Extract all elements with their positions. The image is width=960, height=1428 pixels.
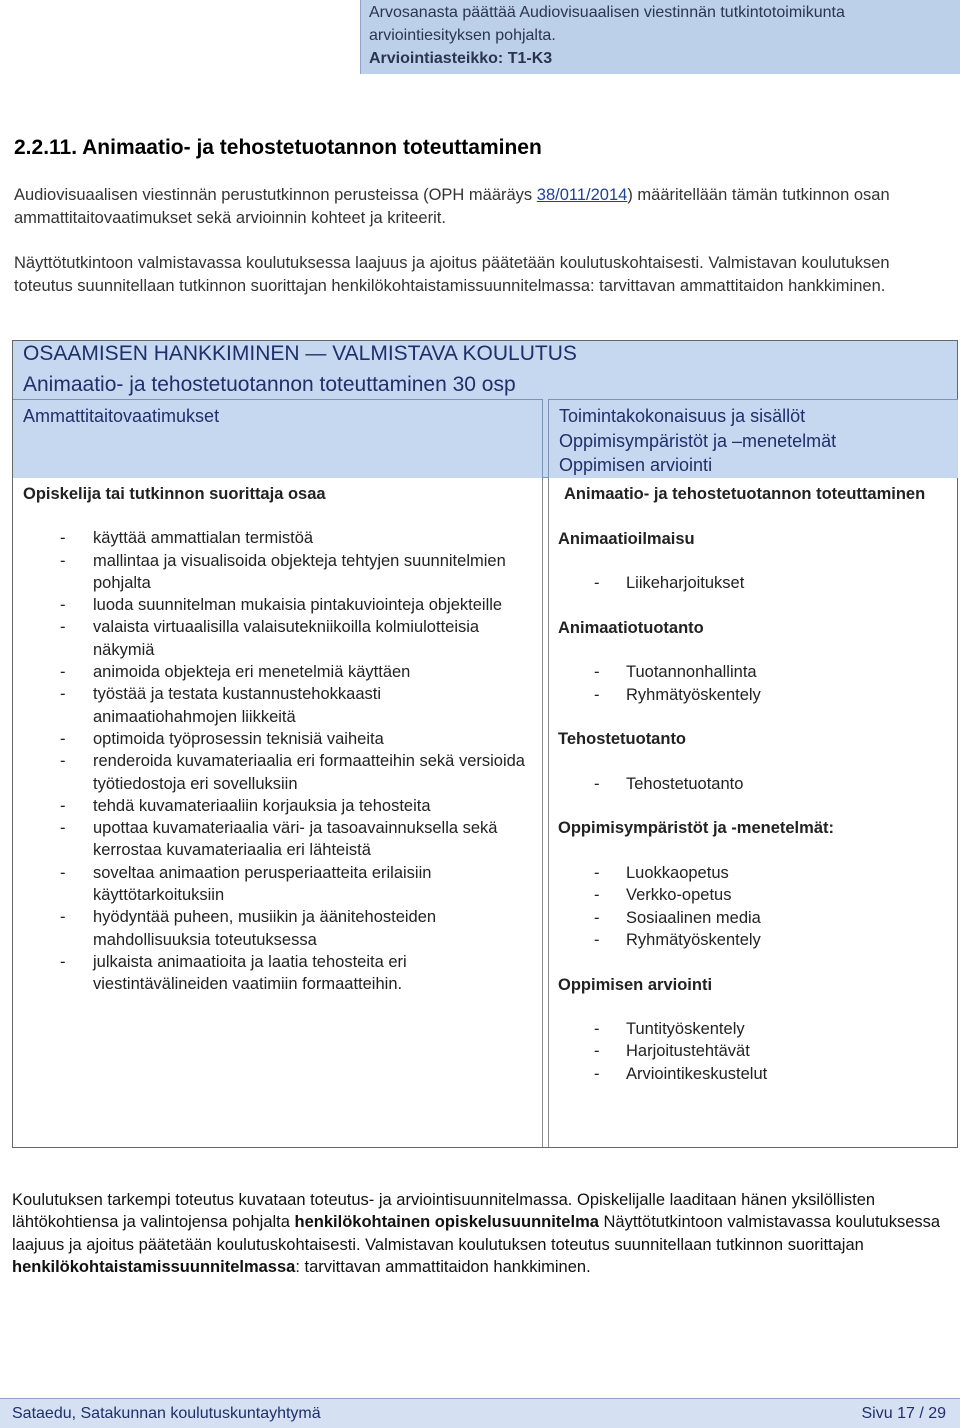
bold-term-1: henkilökohtainen opiskelusuunnitelma — [294, 1213, 599, 1232]
list-item: - tehdä kuvamateriaaliin korjauksia ja tehosteita — [23, 795, 538, 817]
section-list — [558, 773, 948, 795]
list-item: - Ryhmätyöskentely — [558, 684, 948, 706]
list-item: - työstää ja testata kustannustehokkaasti animaatiohahmojen liikkeitä — [23, 683, 538, 728]
skills-title: Opiskelija tai tutkinnon suorittaja osaa — [23, 485, 326, 503]
list-item: - käyttää ammattialan termistöä — [23, 527, 538, 549]
list-item: - Harjoitustehtävät — [558, 1040, 948, 1062]
section-heading: Animaatiotuotanto — [558, 618, 704, 637]
bold-term-2: henkilökohtaistamissuunnitelmassa — [12, 1257, 296, 1276]
list-item: - Sosiaalinen media — [558, 907, 948, 929]
section-heading: Oppimisympäristöt ja -menetelmät: — [558, 819, 834, 838]
content-title: Animaatio- ja tehostetuotannon toteuttaminen — [564, 485, 926, 503]
intro-paragraph-1: Audiovisuaalisen viestinnän perustutkinnon perusteissa (OPH määräys 38/011/2014) määritellään tämän tutkinnon osan ammattitaitovaatimukset sekä arvioinnin kohteet ja kriteerit. — [14, 186, 890, 227]
list-item: - valaista virtuaalisilla valaisutekniikoilla kolmiulotteisia näkymiä — [23, 616, 538, 661]
table-title: OSAAMISEN HANKKIMINEN — VALMISTAVA KOULUTUS — [23, 342, 577, 365]
list-item: - renderoida kuvamateriaalia eri formaatteihin sekä versioida työtiedostoja eri sovelluksiin — [23, 750, 538, 795]
list-item: - Ryhmätyöskentely — [558, 929, 948, 951]
list-item: - mallintaa ja visualisoida objekteja tehtyjen suunnitelmien pohjalta — [23, 550, 538, 595]
list-item: - luoda suunnitelman mukaisia pintakuviointeja objekteille — [23, 594, 538, 616]
page-footer — [0, 1398, 960, 1428]
curriculum-table — [12, 340, 958, 1148]
list-item: - animoida objekteja eri menetelmiä käyttäen — [23, 661, 538, 683]
section-list — [558, 661, 948, 706]
right-column-header: Toimintakokonaisuus ja sisällöt Oppimisympäristöt ja –menetelmät Oppimisen arviointi — [548, 399, 958, 478]
list-item: - soveltaa animaation perusperiaatteita erilaisiin käyttötarkoituksiin — [23, 862, 538, 907]
page-number: Sivu 17 / 29 — [861, 1405, 946, 1422]
list-item: - Tehostetuotanto — [558, 773, 948, 795]
list-item: - Tuotannonhallinta — [558, 661, 948, 683]
column-divider-right — [548, 478, 549, 1147]
table-subtitle: Animaatio- ja tehostetuotannon toteuttaminen 30 osp — [23, 373, 516, 396]
page-header — [360, 0, 960, 74]
skills-list — [23, 527, 538, 995]
list-item: - Arviointikeskustelut — [558, 1063, 948, 1085]
header-line-1: Arvosanasta päättää Audiovisuaalisen viestinnän tutkintotoimikunta — [369, 4, 845, 21]
list-item: - Luokkaopetus — [558, 862, 948, 884]
section-list — [558, 572, 948, 594]
footer-organization: Sataedu, Satakunnan koulutuskuntayhtymä — [12, 1405, 321, 1422]
list-item: - Verkko-opetus — [558, 884, 948, 906]
table-header — [13, 341, 957, 478]
list-item: - Liikeharjoitukset — [558, 572, 948, 594]
skills-column — [23, 483, 538, 996]
list-item: - hyödyntää puheen, musiikin ja äänitehosteiden mahdollisuuksia toteutuksessa — [23, 906, 538, 951]
regulation-link[interactable]: 38/011/2014 — [536, 186, 628, 204]
list-item: - julkaista animaatioita ja laatia tehosteita eri viestintävälineiden vaatimiin formaatteihin. — [23, 951, 538, 996]
intro-paragraph-2: Näyttötutkintoon valmistavassa koulutuksessa laajuus ja ajoitus päätetään koulutuskohtaisesti. Valmistavan koulutuksen toteutus suunnitellaan tutkinnon suorittajan henkilökohtaistamissuunnitelmassa: tarvittavan ammattitaidon hankkiminen. — [14, 254, 890, 295]
list-item: - Tuntityöskentely — [558, 1018, 948, 1040]
section-title: 2.2.11. Animaatio- ja tehostetuotannon toteuttaminen — [14, 136, 542, 159]
section-heading: Animaatioilmaisu — [558, 529, 695, 548]
section-list — [558, 1018, 948, 1085]
content-column — [558, 483, 948, 1085]
header-scale: Arviointiasteikko: T1-K3 — [369, 50, 553, 67]
column-divider-left — [542, 478, 543, 1147]
list-item: - optimoida työprosessin teknisiä vaiheita — [23, 728, 538, 750]
section-heading: Oppimisen arviointi — [558, 975, 713, 994]
left-column-header: Ammattitaitovaatimukset — [13, 399, 543, 478]
section-heading: Tehostetuotanto — [558, 730, 687, 749]
section-list — [558, 862, 948, 951]
bottom-paragraph: Koulutuksen tarkempi toteutus kuvataan toteutus- ja arviointisuunnitelmassa. Opiskelijalle laaditaan hänen yksilöllisten lähtökohtiensa ja valintojensa pohjalta henkilökohtainen opiskelusuunnitelma Näyttötutkintoon valmistavassa koulutuksessa laajuus ja ajoitus päätetään koulutuskohtaisesti. Valmistavan koulutuksen toteutus suunnitellaan tutkinnon suorittajan henkilökohtaistamissuunnitelmassa: tarvittavan ammattitaidon hankkiminen. — [12, 1191, 941, 1276]
list-item: - upottaa kuvamateriaalia väri- ja tasoavainnuksella sekä kerrostaa kuvamateriaalia eri lähteistä — [23, 817, 538, 862]
header-line-2: arviointiesityksen pohjalta. — [369, 27, 556, 44]
